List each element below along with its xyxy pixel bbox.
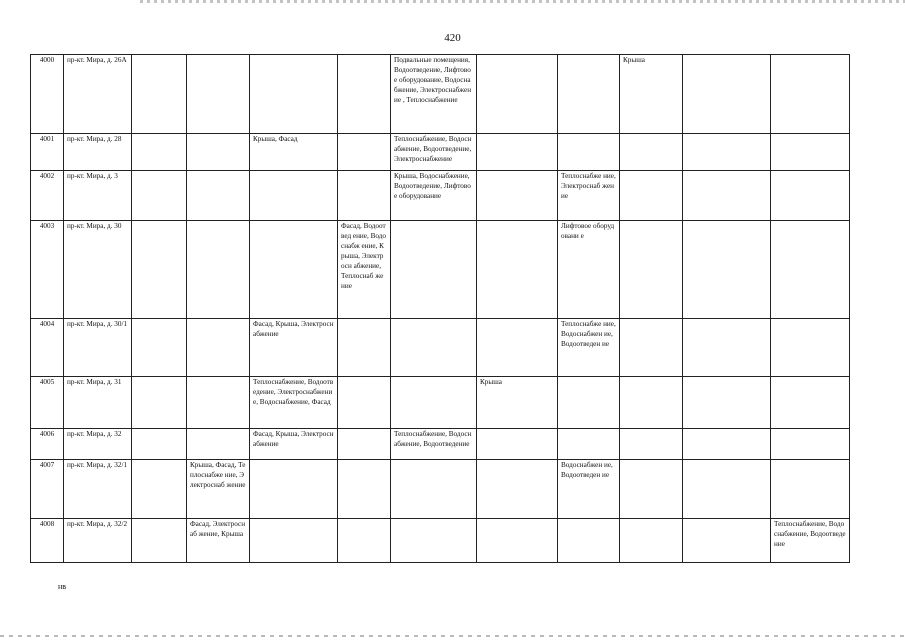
works-cell-col-10 [620,429,683,460]
works-cell-col-4: Фасад, Электроснаб жение, Крыша [187,519,250,563]
footer-mark: нв [58,582,67,591]
address-cell: пр-кт. Мира, д. 32 [64,429,132,460]
works-cell-col-7: Крыша, Водоснабжение, Водоотведение, Лифтовое оборудование [391,171,477,221]
works-cell-col-3 [132,134,187,171]
row-number-cell: 4004 [31,319,64,377]
works-cell-col-8 [477,319,558,377]
works-cell-col-7: Теплоснабжение, Водоснабжение, Водоотведение, Электроснабжение [391,134,477,171]
works-cell-col-5 [250,55,338,134]
works-cell-col-10: Крыша [620,55,683,134]
works-cell-col-10 [620,221,683,319]
works-cell-col-6 [338,460,391,519]
table-body [31,55,850,563]
works-cell-col-6 [338,319,391,377]
works-cell-col-10 [620,519,683,563]
address-cell: пр-кт. Мира, д. 30/1 [64,319,132,377]
works-cell-col-9: Лифтовое оборудовани е [558,221,620,319]
works-cell-col-5: Теплоснабжение, Водоотведение, Электроснабжение, Водоснабжение, Фасад [250,377,338,429]
table-row [31,460,850,519]
row-number-cell: 4002 [31,171,64,221]
works-cell-col-4 [187,429,250,460]
works-cell-col-9: Теплоснабже ние, Водоснабжен ие, Водоотведен ие [558,319,620,377]
works-cell-col-3 [132,429,187,460]
works-cell-col-4 [187,319,250,377]
works-cell-col-3 [132,319,187,377]
works-cell-col-5 [250,171,338,221]
address-cell: пр-кт. Мира, д. 28 [64,134,132,171]
works-cell-col-11 [683,55,771,134]
works-cell-col-8 [477,519,558,563]
row-number-cell: 4007 [31,460,64,519]
works-cell-col-6 [338,377,391,429]
works-cell-col-9: Водоснабжен ие, Водоотведен ие [558,460,620,519]
works-cell-col-10 [620,460,683,519]
works-cell-col-3 [132,377,187,429]
table-row [31,429,850,460]
works-cell-col-8 [477,171,558,221]
row-number-cell: 4006 [31,429,64,460]
works-cell-col-6 [338,134,391,171]
works-cell-col-8 [477,221,558,319]
works-cell-col-12: Теплоснабжение, Водоснабжение, Водоотведение [771,519,850,563]
works-cell-col-4 [187,55,250,134]
row-number-cell: 4008 [31,519,64,563]
address-cell: пр-кт. Мира, д. 32/2 [64,519,132,563]
works-cell-col-9 [558,429,620,460]
works-cell-col-8 [477,134,558,171]
works-cell-col-11 [683,319,771,377]
works-cell-col-9 [558,55,620,134]
works-cell-col-10 [620,134,683,171]
works-cell-col-11 [683,519,771,563]
address-cell: пр-кт. Мира, д. 3 [64,171,132,221]
works-cell-col-6: Фасад, Водоотвед ение, Водоснабж ение, Крыша, Электросн абжение, Теплоснаб жение [338,221,391,319]
scan-edge-top [140,0,905,3]
works-cell-col-5: Крыша, Фасад [250,134,338,171]
works-cell-col-11 [683,460,771,519]
row-number-cell: 4000 [31,55,64,134]
works-cell-col-12 [771,171,850,221]
works-cell-col-10 [620,319,683,377]
works-cell-col-4 [187,171,250,221]
works-cell-col-5: Фасад, Крыша, Электроснабжение [250,319,338,377]
capital-repair-table [30,54,850,563]
works-cell-col-4: Крыша, Фасад, Теплоснабже ние, Электроснаб жение [187,460,250,519]
page-number: 420 [444,32,461,44]
table-row [31,519,850,563]
works-cell-col-5 [250,221,338,319]
works-cell-col-7 [391,221,477,319]
works-cell-col-4 [187,134,250,171]
works-cell-col-6 [338,171,391,221]
works-cell-col-7: Подвальные помещения, Водоотведение, Лифтовое оборудование, Водоснабжение, Электроснабжение , Теплоснабжение [391,55,477,134]
address-cell: пр-кт. Мира, д. 30 [64,221,132,319]
works-cell-col-7 [391,519,477,563]
address-cell: пр-кт. Мира, д. 26А [64,55,132,134]
works-cell-col-12 [771,429,850,460]
row-number-cell: 4005 [31,377,64,429]
works-cell-col-9: Теплоснабже ние, Электроснаб жение [558,171,620,221]
table-row [31,377,850,429]
table-row [31,319,850,377]
works-cell-col-12 [771,55,850,134]
works-cell-col-8 [477,55,558,134]
works-cell-col-11 [683,171,771,221]
works-cell-col-4 [187,377,250,429]
works-cell-col-10 [620,377,683,429]
works-cell-col-4 [187,221,250,319]
scan-edge-bottom [0,635,905,637]
works-cell-col-3 [132,460,187,519]
works-cell-col-6 [338,55,391,134]
works-cell-col-10 [620,171,683,221]
works-cell-col-12 [771,221,850,319]
row-number-cell: 4001 [31,134,64,171]
works-cell-col-6 [338,519,391,563]
works-cell-col-7 [391,460,477,519]
works-cell-col-3 [132,171,187,221]
works-cell-col-3 [132,55,187,134]
works-cell-col-7 [391,319,477,377]
works-cell-col-8 [477,460,558,519]
works-cell-col-11 [683,134,771,171]
table-row [31,55,850,134]
works-cell-col-8: Крыша [477,377,558,429]
table-row [31,134,850,171]
works-cell-col-9 [558,134,620,171]
works-cell-col-11 [683,377,771,429]
works-cell-col-11 [683,221,771,319]
works-cell-col-5 [250,460,338,519]
works-cell-col-8 [477,429,558,460]
works-cell-col-6 [338,429,391,460]
works-cell-col-12 [771,460,850,519]
works-cell-col-9 [558,519,620,563]
works-cell-col-5: Фасад, Крыша, Электроснабжение [250,429,338,460]
works-cell-col-7: Теплоснабжение, Водоснабжение, Водоотведение [391,429,477,460]
works-cell-col-9 [558,377,620,429]
address-cell: пр-кт. Мира, д. 31 [64,377,132,429]
row-number-cell: 4003 [31,221,64,319]
table-row [31,221,850,319]
table-row [31,171,850,221]
works-cell-col-3 [132,221,187,319]
works-cell-col-12 [771,319,850,377]
works-cell-col-11 [683,429,771,460]
works-cell-col-12 [771,377,850,429]
address-cell: пр-кт. Мира, д. 32/1 [64,460,132,519]
works-cell-col-12 [771,134,850,171]
works-cell-col-5 [250,519,338,563]
works-cell-col-7 [391,377,477,429]
works-cell-col-3 [132,519,187,563]
